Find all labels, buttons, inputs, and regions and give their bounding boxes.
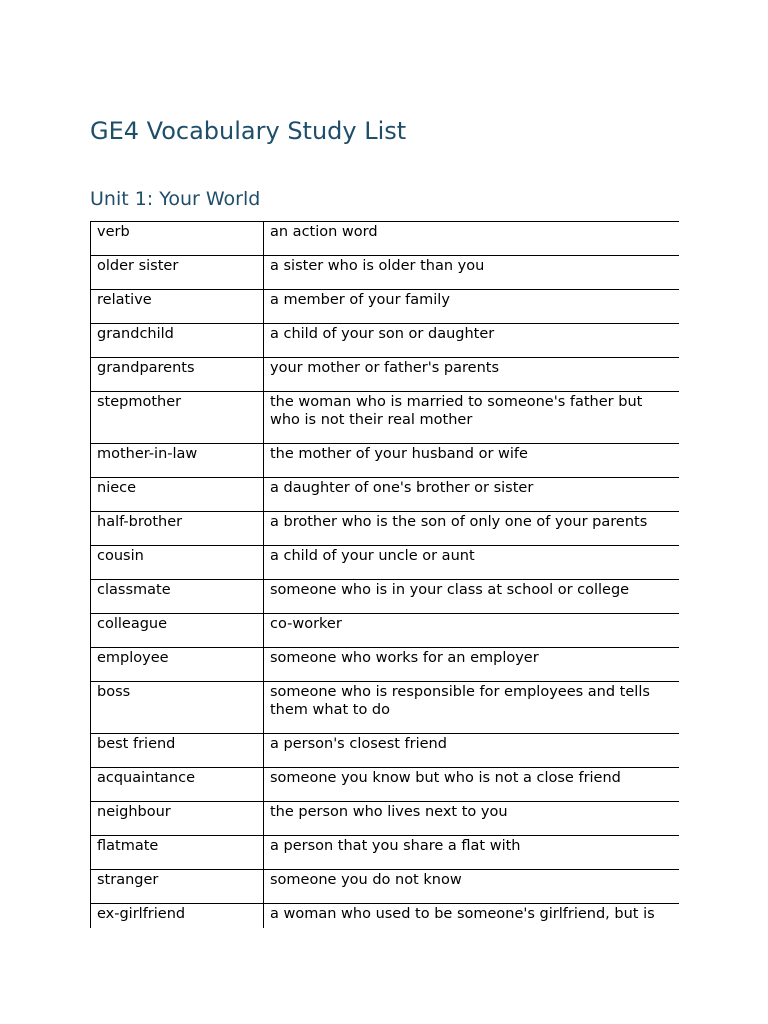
table-row: [91, 324, 680, 358]
vocabulary-table-body: [91, 222, 680, 929]
table-row: [91, 444, 680, 478]
table-row: [91, 734, 680, 768]
vocabulary-table: [90, 221, 679, 928]
vocab-term-cell: grandparents: [91, 358, 264, 392]
vocab-definition-cell: the person who lives next to you: [264, 802, 680, 836]
table-row: [91, 682, 680, 734]
vocab-definition-cell: co-worker: [264, 614, 680, 648]
vocab-term-cell: neighbour: [91, 802, 264, 836]
vocab-term-cell: half-brother: [91, 512, 264, 546]
table-row: [91, 768, 680, 802]
vocab-term-cell: acquaintance: [91, 768, 264, 802]
vocab-definition-cell: a person's closest friend: [264, 734, 680, 768]
vocab-term-cell: cousin: [91, 546, 264, 580]
vocab-term-cell: verb: [91, 222, 264, 256]
vocab-term-cell: boss: [91, 682, 264, 734]
table-row: [91, 648, 680, 682]
vocab-term-cell: relative: [91, 290, 264, 324]
table-row: [91, 546, 680, 580]
vocab-definition-cell: someone you know but who is not a close friend: [264, 768, 680, 802]
vocab-term-cell: ex-girlfriend: [91, 904, 264, 929]
table-row: [91, 256, 680, 290]
vocab-term-cell: mother-in-law: [91, 444, 264, 478]
vocab-definition-cell: a daughter of one's brother or sister: [264, 478, 680, 512]
vocab-definition-cell: someone who is responsible for employees and tells them what to do: [264, 682, 680, 734]
vocab-definition-cell: a brother who is the son of only one of your parents: [264, 512, 680, 546]
vocab-term-cell: classmate: [91, 580, 264, 614]
vocab-term-cell: colleague: [91, 614, 264, 648]
table-row: [91, 358, 680, 392]
vocab-term-cell: stranger: [91, 870, 264, 904]
table-row: [91, 290, 680, 324]
table-row: [91, 580, 680, 614]
vocab-term-cell: stepmother: [91, 392, 264, 444]
table-row: [91, 512, 680, 546]
vocab-definition-cell: someone you do not know: [264, 870, 680, 904]
vocab-definition-cell: the mother of your husband or wife: [264, 444, 680, 478]
vocab-term-cell: niece: [91, 478, 264, 512]
table-row: [91, 802, 680, 836]
table-row: [91, 904, 680, 929]
vocab-definition-cell: a sister who is older than you: [264, 256, 680, 290]
vocab-definition-cell: a child of your son or daughter: [264, 324, 680, 358]
vocab-term-cell: employee: [91, 648, 264, 682]
vocab-term-cell: older sister: [91, 256, 264, 290]
vocab-definition-cell: a person that you share a flat with: [264, 836, 680, 870]
vocab-term-cell: flatmate: [91, 836, 264, 870]
vocab-term-cell: best friend: [91, 734, 264, 768]
section-title: Unit 1: Your World: [90, 188, 261, 210]
table-row: [91, 836, 680, 870]
vocab-definition-cell: the woman who is married to someone's father but who is not their real mother: [264, 392, 680, 444]
vocab-definition-cell: your mother or father's parents: [264, 358, 680, 392]
table-row: [91, 478, 680, 512]
vocab-definition-cell: someone who works for an employer: [264, 648, 680, 682]
table-row: [91, 870, 680, 904]
table-row: [91, 222, 680, 256]
vocab-definition-cell: an action word: [264, 222, 680, 256]
vocab-definition-cell: a child of your uncle or aunt: [264, 546, 680, 580]
vocab-definition-cell: someone who is in your class at school or college: [264, 580, 680, 614]
vocab-definition-cell: a woman who used to be someone's girlfriend, but is: [264, 904, 680, 929]
page-title: GE4 Vocabulary Study List: [90, 117, 407, 145]
table-row: [91, 392, 680, 444]
vocab-definition-cell: a member of your family: [264, 290, 680, 324]
vocabulary-table-container: [90, 221, 679, 928]
table-row: [91, 614, 680, 648]
vocab-term-cell: grandchild: [91, 324, 264, 358]
